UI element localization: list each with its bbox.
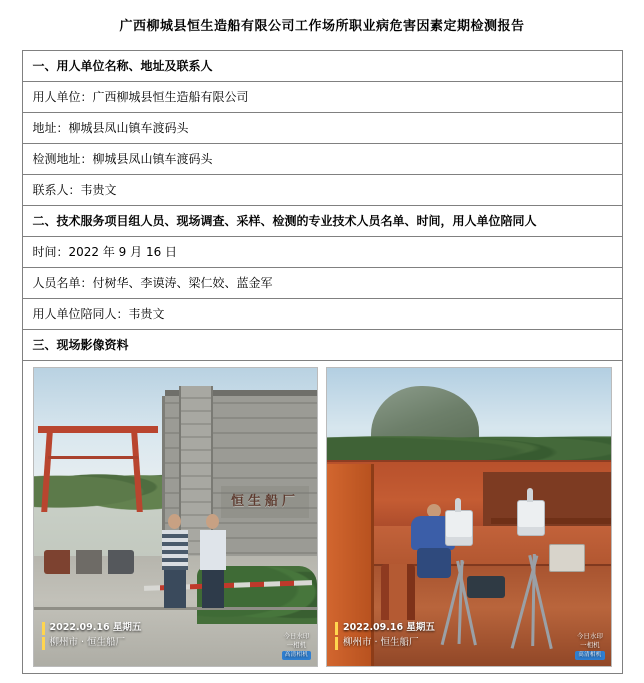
- field-test-address: [22, 144, 622, 175]
- watermark-place: 柳州市 · 恒生船厂: [42, 637, 312, 650]
- watermark-badge-line1: 今日水印: [576, 632, 603, 641]
- field-personnel-list: [22, 268, 622, 299]
- person-figure: [200, 514, 226, 608]
- field-label: 检测地址：: [32, 152, 93, 167]
- photo-watermark: [327, 618, 611, 666]
- table-row: [22, 237, 622, 268]
- page-title: 广西柳城县恒生造船有限公司工作场所职业病危害因素定期检测报告: [119, 19, 525, 34]
- factory-sign: 恒生船厂: [221, 486, 309, 518]
- deck-railing: [491, 518, 611, 524]
- parked-vehicles: [44, 550, 134, 574]
- table-row: [22, 206, 622, 237]
- table-row: [22, 299, 622, 330]
- field-contact: [22, 175, 622, 206]
- watermark-badge: [282, 632, 311, 660]
- watermark-date: 2022.09.16 星期五: [335, 622, 605, 635]
- field-value: 韦贵文: [128, 307, 165, 322]
- watermark-badge-line2: 一相机: [286, 640, 307, 649]
- field-value: 韦贵文: [80, 183, 117, 198]
- report-table: [22, 50, 623, 674]
- field-accompanying-person: [22, 299, 622, 330]
- field-label: 时间：: [32, 245, 69, 260]
- field-label: 人员名单：: [32, 276, 93, 291]
- sampling-instrument: [517, 500, 545, 536]
- watermark-badge-line2: 一相机: [580, 640, 600, 649]
- field-label: 地址：: [32, 121, 69, 136]
- field-employer: [22, 82, 622, 113]
- field-value: 广西柳城县恒生造船有限公司: [92, 90, 249, 105]
- field-value: 柳城县凤山镇车渡码头: [92, 152, 213, 167]
- deck-equipment: [549, 544, 585, 572]
- table-row: [22, 175, 622, 206]
- field-label: 联系人：: [32, 183, 81, 198]
- section-heading-three: 三、现场影像资料: [22, 330, 622, 361]
- photo-row: [33, 367, 612, 667]
- person-figure: [162, 514, 188, 608]
- watermark-badge: [575, 632, 604, 660]
- field-label: 用人单位：: [32, 90, 93, 105]
- field-value: 2022 年 9 月 16 日: [68, 245, 178, 260]
- table-row: [22, 82, 622, 113]
- shipyard-gate-photo: [33, 367, 319, 667]
- table-row: [22, 51, 622, 82]
- field-label: 用人单位陪同人：: [32, 307, 129, 322]
- section-heading-two: 二、技术服务项目组人员、现场调查、采样、检测的专业技术人员名单、时间，用人单位陪同人: [22, 206, 622, 237]
- field-address: [22, 113, 622, 144]
- field-value: 付树华、李谟涛、梁仁姣、蓝金军: [92, 276, 273, 291]
- field-value: 柳城县凤山镇车渡码头: [68, 121, 189, 136]
- media-cell: [22, 361, 622, 674]
- table-row-media: [22, 361, 622, 674]
- table-row: [22, 268, 622, 299]
- gantry-crane-icon: [38, 426, 158, 512]
- deck-instruments-photo: [326, 367, 612, 667]
- watermark-place: 柳州市 · 恒生船厂: [335, 637, 605, 650]
- watermark-badge-tag: 高清相机: [575, 651, 604, 660]
- field-date: [22, 237, 622, 268]
- watermark-badge-tag: 高清相机: [282, 651, 311, 660]
- section-heading-one: 一、用人单位名称、地址及联系人: [22, 51, 622, 82]
- sampling-instrument: [445, 510, 473, 546]
- table-row: [22, 113, 622, 144]
- watermark-badge-line1: 今日水印: [283, 632, 310, 641]
- photo-watermark: [34, 618, 318, 666]
- table-row: [22, 330, 622, 361]
- watermark-date: 2022.09.16 星期五: [42, 622, 312, 635]
- equipment-case: [467, 576, 505, 598]
- table-row: [22, 144, 622, 175]
